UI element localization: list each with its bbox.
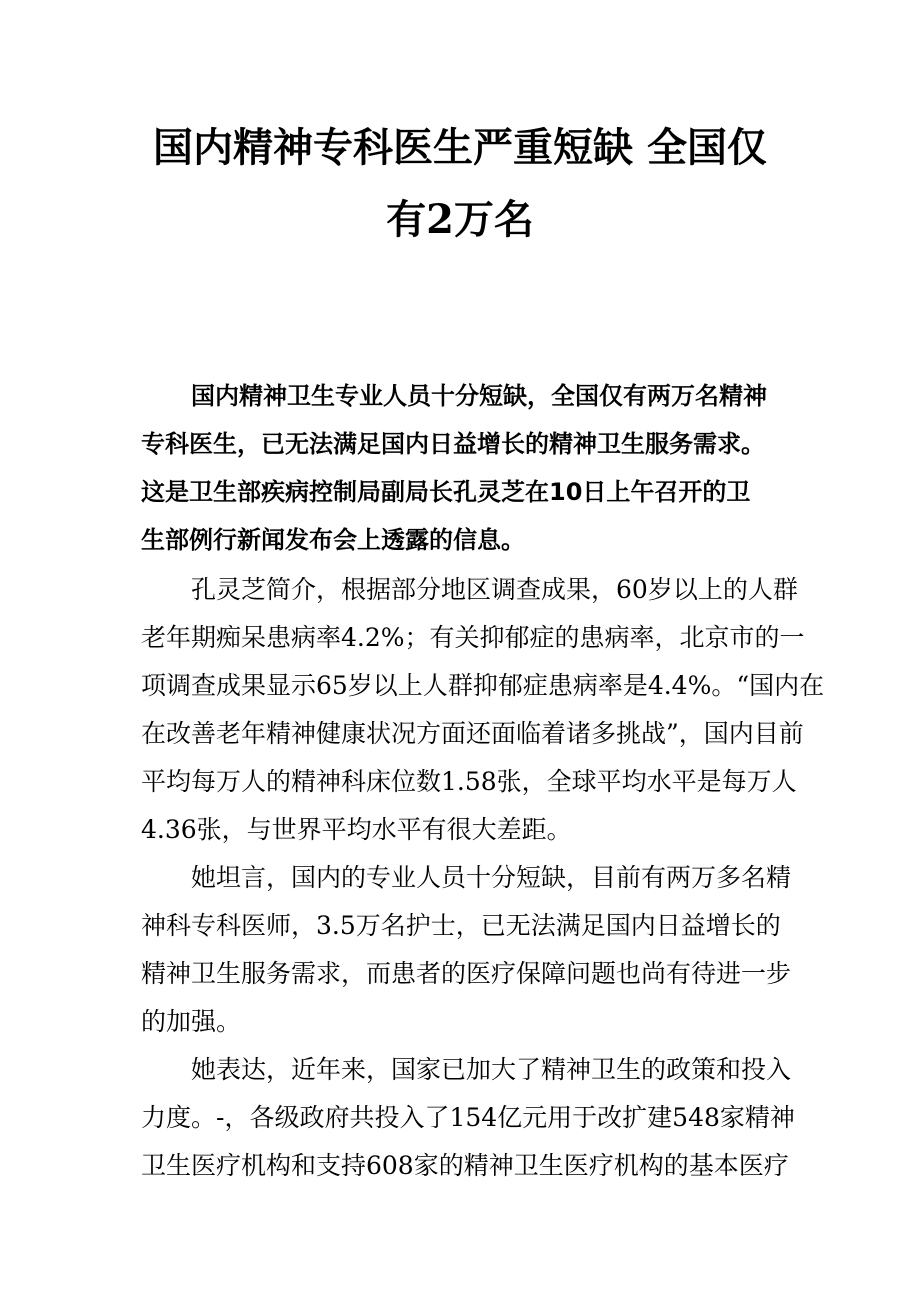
paragraph-4-line: 卫生医疗机构和支持608家的精神卫生医疗机构的基本医疗 [141, 1151, 789, 1180]
paragraph-4-line: 她表达，近年来，国家已加大了精神卫生的政策和投入 [191, 1055, 792, 1084]
paragraph-1-line: 这是卫生部疾病控制局副局长孔灵芝在10日上午召开的卫 [141, 478, 751, 506]
paragraph-4-line: 力度。-，各级政府共投入了154亿元用于改扩建548家精神 [141, 1103, 795, 1132]
paragraph-1-line: 国内精神卫生专业人员十分短缺，全国仅有两万名精神 [191, 382, 767, 410]
title-line-2: 有2万名 [386, 196, 534, 243]
paragraph-1-line: 专科医生，已无法满足国内日益增长的精神卫生服务需求。 [141, 430, 765, 458]
paragraph-1-line: 生部例行新闻发布会上透露的信息。 [141, 526, 525, 554]
paragraph-3-line: 精神卫生服务需求，而患者的医疗保障问题也尚有待进一步 [141, 959, 792, 988]
paragraph-3-line: 神科专科医师，3.5万名护士，已无法满足国内日益增长的 [141, 911, 781, 940]
paragraph-3-line: 她坦言，国内的专业人员十分短缺，目前有两万多名精 [191, 863, 792, 892]
paragraph-2-line: 在改善老年精神健康状况方面还面临着诸多挑战”，国内目前 [141, 719, 804, 748]
paragraph-2-line: 4.36张，与世界平均水平有很大差距。 [141, 815, 572, 844]
paragraph-2-line: 平均每万人的精神科床位数1.58张，全球平均水平是每万人 [141, 767, 797, 796]
paragraph-2-line: 项调查成果显示65岁以上人群抑郁症患病率是4.4%。“国内在 [141, 671, 825, 700]
paragraph-3-line: 的加强。 [141, 1007, 242, 1036]
title-line-1: 国内精神专科医生严重短缺 全国仅 [153, 124, 767, 171]
paragraph-2-line: 老年期痴呆患病率4.2%；有关抑郁症的患病率，北京市的一 [141, 623, 805, 652]
paragraph-2-line: 孔灵芝简介，根据部分地区调查成果，60岁以上的人群 [191, 575, 798, 604]
